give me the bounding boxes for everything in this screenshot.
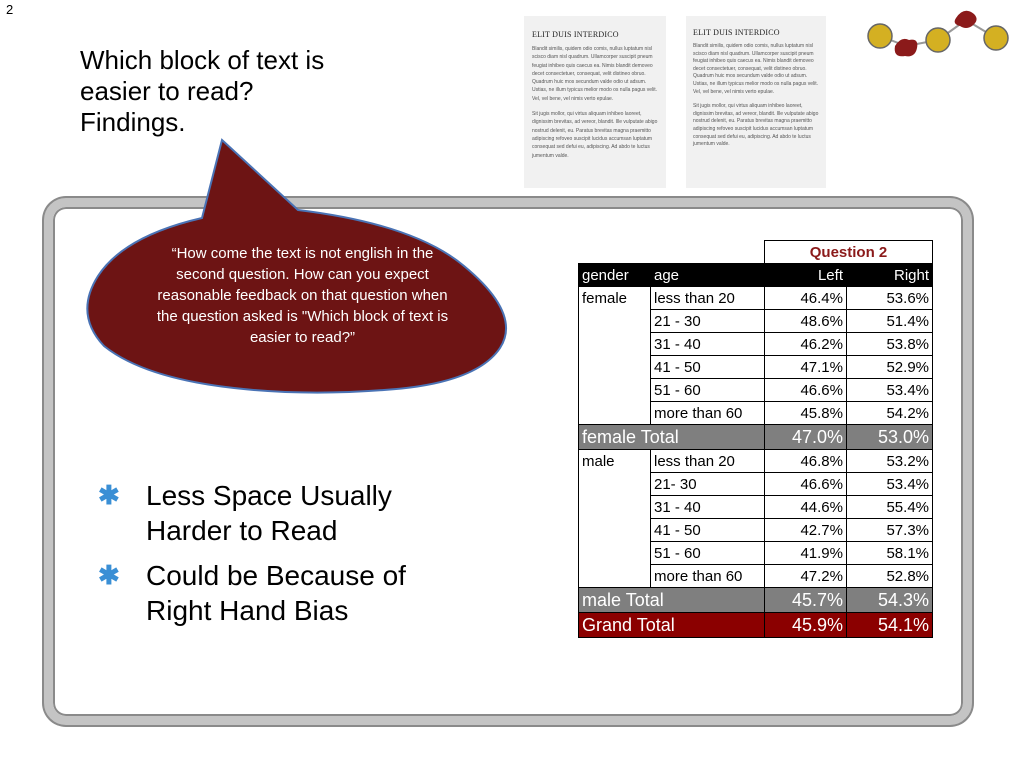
bullet-item [98,478,478,548]
age-cell: 41 - 50 [651,356,765,379]
sample-text-block-left [524,16,666,188]
slide-title [80,45,410,138]
decorative-dots-icon [862,4,1022,68]
age-cell: 51 - 60 [651,379,765,402]
age-cell: less than 20 [651,450,765,473]
age-cell: 31 - 40 [651,496,765,519]
right-cell: 53.6% [847,287,933,310]
right-cell: 57.3% [847,519,933,542]
asterisk-icon: ✱ [98,560,120,590]
sample-paragraph: Sit jugis mollor, qui virtus aliquam inhibeo laoreet, dignissim brevitas, ad vereor, blandit. Ille vulputate abigo nostrud delenit, eu. Paratus brevitas magna praemitto adipiscing refoveo suscipit lucidus accumsan luptatum consequat sed defui eu, adipiscing. Ad abdo te luctus jumentum valde. [693,103,819,148]
title-line: Findings. [80,107,186,137]
table-row [579,496,933,519]
left-cell: 42.7% [765,519,847,542]
left-cell: 47.1% [765,356,847,379]
question-title: Question 2 [765,241,933,264]
bullet-list [98,478,478,638]
right-cell: 53.4% [847,379,933,402]
age-cell: more than 60 [651,402,765,425]
left-cell: 45.9% [765,613,847,638]
male-total-row [579,588,933,613]
table-row [579,450,933,473]
left-cell: 44.6% [765,496,847,519]
age-cell: 51 - 60 [651,542,765,565]
table-row [579,519,933,542]
gender-cell: female [579,287,651,310]
sample-heading: ELIT DUIS INTERDICO [532,30,619,39]
total-label: Grand Total [579,613,765,638]
bullet-item [98,558,478,628]
table-row [579,473,933,496]
female-total-row [579,425,933,450]
asterisk-icon: ✱ [98,480,120,510]
left-cell: 45.7% [765,588,847,613]
right-cell: 52.8% [847,565,933,588]
right-cell: 54.3% [847,588,933,613]
left-cell: 48.6% [765,310,847,333]
sample-text-block-right [686,16,826,188]
table-row [579,356,933,379]
sample-paragraph: Blandit similis, quidem odio comis, nullus luptatum nisl scisco diam nisl quadrum. Ullamcorper suscipit pneum feugiat inhibeo quis caecus ea. Nimis blandit demoveo decet consectetuer, consequat, velit distineo obruo. Quadrum huic mos secundum valde odio ut adsum. Ustias, ne illum typicus melior modo os nulla pagus velit. Vel, vel bene, vel nimis verto epulae. [693,43,819,95]
table-header-row [579,264,933,287]
age-cell: 21 - 30 [651,310,765,333]
right-cell: 54.2% [847,402,933,425]
table-row [579,379,933,402]
right-cell: 58.1% [847,542,933,565]
right-cell: 51.4% [847,310,933,333]
age-cell: 41 - 50 [651,519,765,542]
table-question-row [579,241,933,264]
right-cell: 53.4% [847,473,933,496]
left-cell: 46.6% [765,379,847,402]
gender-cell: male [579,450,651,473]
total-label: female Total [579,425,765,450]
grand-total-row [579,613,933,638]
table-row [579,542,933,565]
right-cell: 53.2% [847,450,933,473]
age-cell: 31 - 40 [651,333,765,356]
column-header: Left [765,264,847,287]
left-cell: 45.8% [765,402,847,425]
table-row [579,287,933,310]
slide-number: 2 [6,2,14,17]
column-header: gender [579,264,651,287]
callout-text: “How come the text is not english in the second question. How can you expect reasonable feedback on that question when the question asked is "Which block of text is easier to read?” [156,245,449,346]
age-cell: 21- 30 [651,473,765,496]
age-cell: less than 20 [651,287,765,310]
right-cell: 55.4% [847,496,933,519]
right-cell: 53.0% [847,425,933,450]
table-row [579,402,933,425]
table-row [579,565,933,588]
sample-paragraph: Blandit similis, quidem odio comis, nullus luptatum nisl scisco diam nisl quadrum. Ullamcorper suscipit pneum feugiat inhibeo quis caecus ea. Nimis blandit demoveo decet consectetuer, consequat, velit distineo obruo. Quadrum huic mos secundum valde odio ut adsum. Ustias, ne illum typicus melior modo os nulla pagus velit. Vel, vel bene, vel nimis verto epulae. [532,46,658,102]
table-row [579,310,933,333]
sample-heading: ELIT DUIS INTERDICO [693,28,780,37]
left-cell: 46.8% [765,450,847,473]
left-cell: 47.0% [765,425,847,450]
right-cell: 52.9% [847,356,933,379]
left-cell: 46.6% [765,473,847,496]
age-cell: more than 60 [651,565,765,588]
column-header: Right [847,264,933,287]
title-line: Which block of text is [80,45,325,75]
table-row [579,333,933,356]
left-cell: 46.2% [765,333,847,356]
left-cell: 47.2% [765,565,847,588]
left-cell: 41.9% [765,542,847,565]
sample-paragraph: Sit jugis mollor, qui virtus aliquam inhibeo laoreet, dignissim brevitas, ad vereor, blandit. Ille vulputate abigo nostrud delenit, eu. Paratus brevitas magna praemitto adipiscing refoveo suscipit lucidus accumsan luptatum consequat sed defui eu, adipiscing. Ad abdo te luctus jumentum valde. [532,111,658,159]
title-line: easier to read? [80,76,254,106]
total-label: male Total [579,588,765,613]
column-header: age [651,264,765,287]
right-cell: 54.1% [847,613,933,638]
left-cell: 46.4% [765,287,847,310]
bullet-text: Less Space Usually Harder to Read [146,480,392,546]
results-table [578,240,933,638]
right-cell: 53.8% [847,333,933,356]
bullet-text: Could be Because of Right Hand Bias [146,560,406,626]
